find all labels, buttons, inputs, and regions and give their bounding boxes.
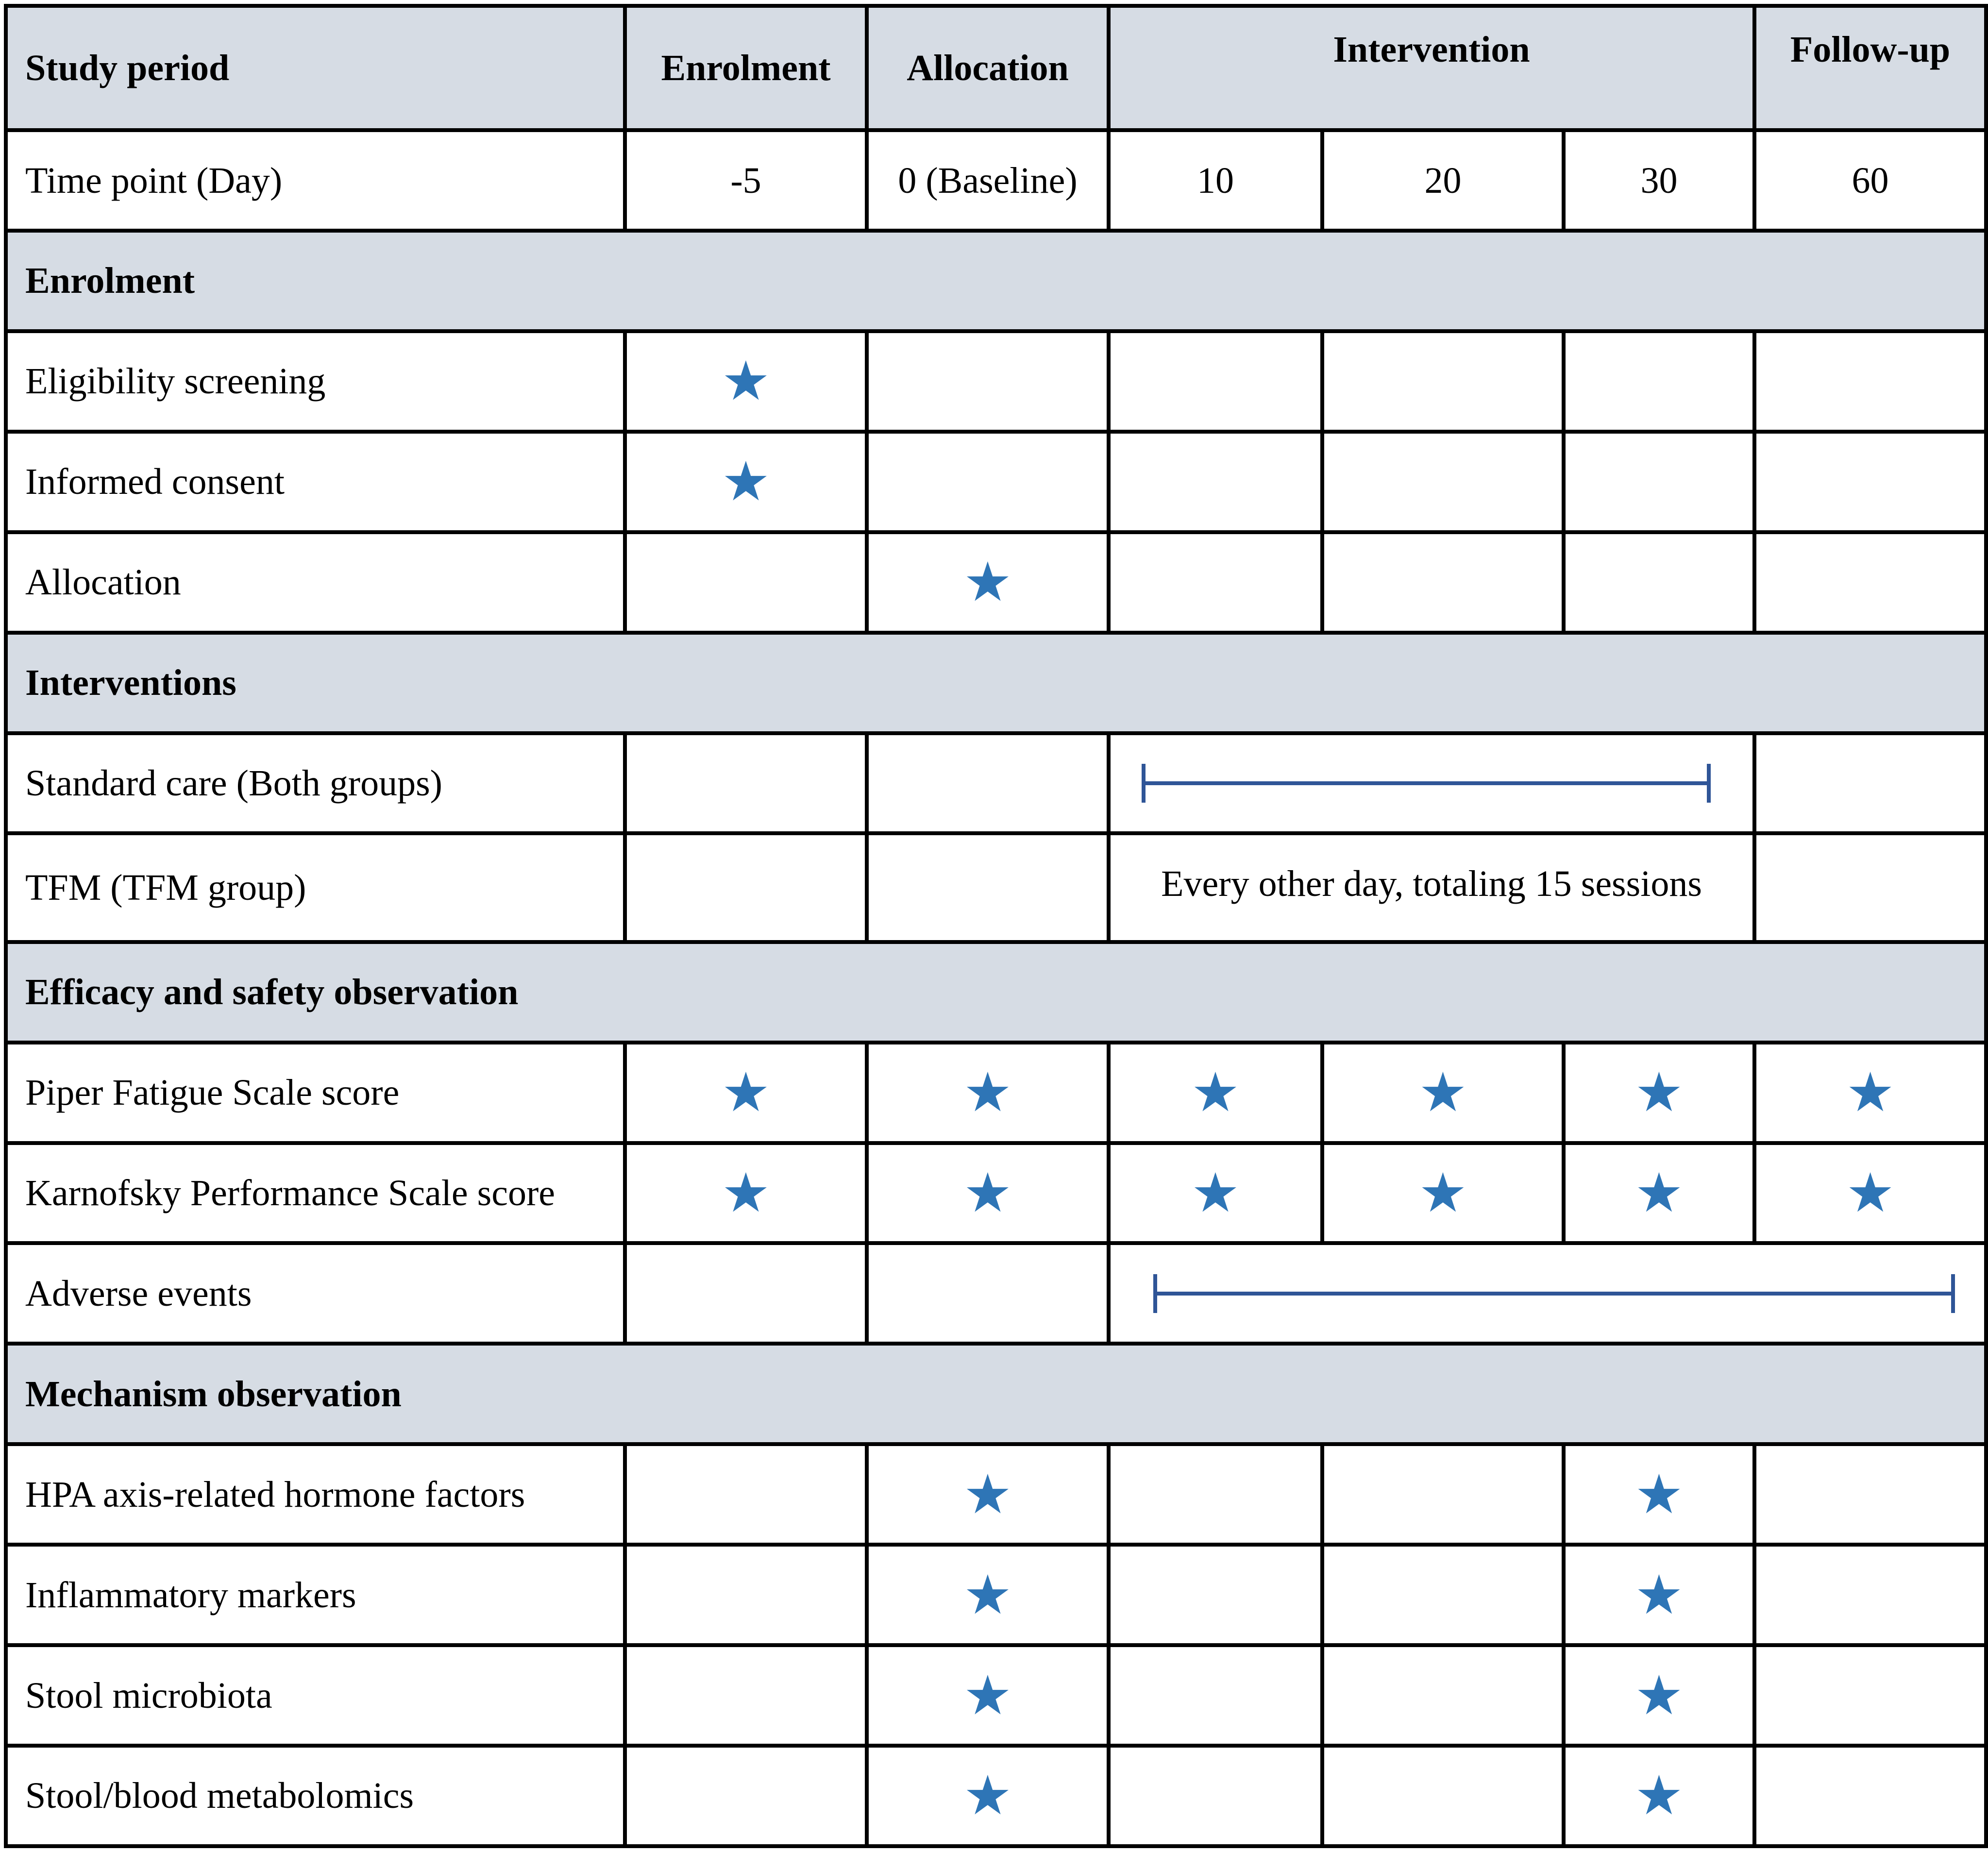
duration-bar-adverse-events [1153,1274,1955,1313]
cell [625,1043,867,1143]
cell [1322,1645,1564,1746]
cell [867,1645,1109,1746]
table-row [6,1143,1986,1244]
cell [625,432,867,532]
cell [1754,432,1986,532]
cell [1564,1143,1754,1244]
cell [1754,733,1986,834]
star-icon: ★ [1634,1664,1684,1727]
section-row [6,633,1986,733]
table-row [6,1444,1986,1545]
table-row [6,1545,1986,1645]
bar-line [1153,1292,1955,1296]
cell [1754,1143,1986,1244]
cell [625,1243,867,1344]
cell [1754,833,1986,942]
star-icon: ★ [963,1764,1012,1828]
bar-line [1142,781,1711,785]
row-label: TFM (TFM group) [6,833,625,942]
timepoint-value: -5 [625,130,867,231]
cell [1322,1746,1564,1846]
cell [1754,1545,1986,1645]
cell [1322,331,1564,432]
cell [625,1746,867,1846]
cell [1109,1043,1322,1143]
cell [867,1746,1109,1846]
cell [1754,1746,1986,1846]
header-row [6,6,1986,130]
row-label: Adverse events [6,1243,625,1344]
cell [1754,1043,1986,1143]
table-row [6,1746,1986,1846]
star-icon: ★ [1846,1161,1895,1225]
table-row [6,331,1986,432]
table-row [6,1043,1986,1143]
cell [1109,1746,1322,1846]
row-label: Karnofsky Performance Scale score [6,1143,625,1244]
cell [1109,1143,1322,1244]
cell [867,833,1109,942]
cell [867,1545,1109,1645]
cell [1322,1043,1564,1143]
cell [1322,1545,1564,1645]
cell [867,1043,1109,1143]
section-row [6,1344,1986,1444]
star-icon: ★ [1634,1563,1684,1627]
cell [1564,1645,1754,1746]
cell [625,1444,867,1545]
cell [1322,532,1564,633]
header-intervention: Intervention [1109,6,1754,130]
bar-start-cap [1153,1274,1157,1313]
section-enrolment: Enrolment [6,231,1986,331]
star-icon: ★ [721,350,771,413]
timepoint-value: 60 [1754,130,1986,231]
timepoint-value: 30 [1564,130,1754,231]
star-icon: ★ [1191,1161,1240,1225]
cell [1109,532,1322,633]
header-allocation: Allocation [867,6,1109,130]
star-icon: ★ [1634,1161,1684,1225]
cell [867,1444,1109,1545]
row-label: Standard care (Both groups) [6,733,625,834]
section-efficacy: Efficacy and safety observation [6,942,1986,1043]
header-study-period: Study period [6,6,625,130]
timepoint-value: 0 (Baseline) [867,130,1109,231]
cell [1109,1444,1322,1545]
cell [867,1243,1109,1344]
cell [1754,1444,1986,1545]
table-row [6,733,1986,834]
cell [1564,331,1754,432]
cell [625,1645,867,1746]
star-icon: ★ [963,1563,1012,1627]
cell [1564,432,1754,532]
cell [1564,1444,1754,1545]
cell [1754,1645,1986,1746]
section-mechanism: Mechanism observation [6,1344,1986,1444]
star-icon: ★ [963,1664,1012,1727]
star-icon: ★ [1634,1764,1684,1828]
header-enrolment: Enrolment [625,6,867,130]
row-label: Informed consent [6,432,625,532]
cell [1109,432,1322,532]
cell [867,532,1109,633]
star-icon: ★ [721,450,771,514]
cell [1754,331,1986,432]
cell [625,833,867,942]
star-icon: ★ [963,1463,1012,1526]
tfm-schedule-note: Every other day, totaling 15 sessions [1109,833,1754,942]
cell [1109,331,1322,432]
row-label: Inflammatory markers [6,1545,625,1645]
star-icon: ★ [1846,1061,1895,1125]
table-row [6,432,1986,532]
row-label: Piper Fatigue Scale score [6,1043,625,1143]
cell [1564,1545,1754,1645]
cell [867,1143,1109,1244]
table-row [6,532,1986,633]
star-icon: ★ [721,1061,771,1125]
cell [867,733,1109,834]
table-row [6,1645,1986,1746]
star-icon: ★ [1418,1061,1467,1125]
cell [1564,1043,1754,1143]
section-row [6,942,1986,1043]
row-label: Stool microbiota [6,1645,625,1746]
cell [1754,532,1986,633]
cell [1109,1645,1322,1746]
cell [1322,1143,1564,1244]
timepoint-row [6,130,1986,231]
timepoint-label: Time point (Day) [6,130,625,231]
cell [625,331,867,432]
cell [867,331,1109,432]
table-row [6,833,1986,942]
timepoint-value: 10 [1109,130,1322,231]
cell [1322,1444,1564,1545]
timepoint-value: 20 [1322,130,1564,231]
star-icon: ★ [1634,1061,1684,1125]
table-row [6,1243,1986,1344]
star-icon: ★ [1191,1061,1240,1125]
duration-bar-standard-care [1142,764,1711,803]
cell [1109,1545,1322,1645]
bar-end-cap [1707,764,1711,803]
star-icon: ★ [963,1061,1012,1125]
star-icon: ★ [1418,1161,1467,1225]
timeline-cell [1109,733,1754,834]
cell [1564,532,1754,633]
row-label: HPA axis-related hormone factors [6,1444,625,1545]
timeline-cell [1109,1243,1986,1344]
cell [625,1143,867,1244]
row-label: Allocation [6,532,625,633]
cell [867,432,1109,532]
schedule-table [4,4,1988,1848]
cell [625,532,867,633]
cell [625,1545,867,1645]
bar-start-cap [1142,764,1146,803]
header-follow-up: Follow-up [1754,6,1986,130]
section-interventions: Interventions [6,633,1986,733]
row-label: Stool/blood metabolomics [6,1746,625,1846]
bar-end-cap [1951,1274,1955,1313]
cell [1322,432,1564,532]
star-icon: ★ [1634,1463,1684,1526]
star-icon: ★ [963,551,1012,614]
section-row [6,231,1986,331]
cell [1564,1746,1754,1846]
cell [625,733,867,834]
star-icon: ★ [721,1161,771,1225]
row-label: Eligibility screening [6,331,625,432]
star-icon: ★ [963,1161,1012,1225]
